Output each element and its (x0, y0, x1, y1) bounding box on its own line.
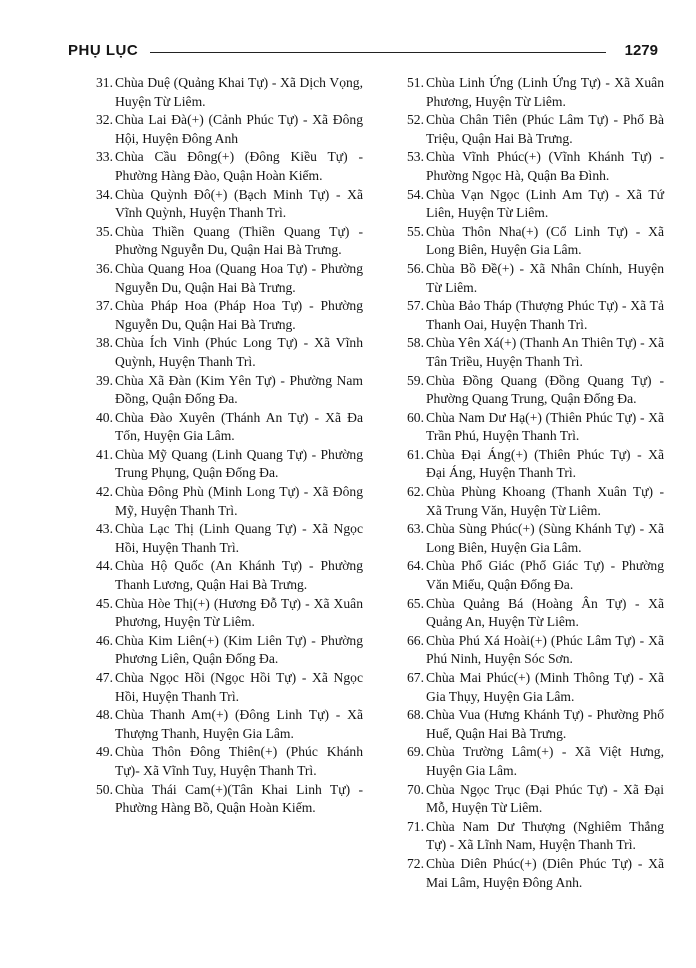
entry-text: Chùa Đông Phù (Minh Long Tự) - Xã Đông Mỹ, Huyện Thanh Trì. (115, 484, 363, 518)
list-item (73, 483, 363, 520)
entry-number: 61. (407, 446, 424, 462)
entry-text: Chùa Chân Tiên (Phúc Lâm Tự) - Phố Bà Triệu, Quận Hai Bà Trưng. (426, 112, 664, 146)
entry-text: Chùa Cầu Đông(+) (Đông Kiều Tự) - Phường Hàng Đào, Quận Hoàn Kiếm. (115, 149, 363, 183)
entry-number: 44. (96, 558, 113, 574)
entry-number: 39. (96, 372, 113, 388)
list-item (384, 595, 664, 632)
entry-text: Chùa Bảo Tháp (Thượng Phúc Tự) - Xã Tả Thanh Oai, Huyện Thanh Trì. (426, 298, 664, 332)
left-column (73, 74, 363, 818)
entry-text: Chùa Trường Lâm(+) - Xã Việt Hưng, Huyện Gia Lâm. (426, 744, 664, 778)
entry-number: 37. (96, 298, 113, 314)
list-item (384, 223, 664, 260)
running-header (68, 42, 658, 62)
entry-text: Chùa Lai Đà(+) (Cảnh Phúc Tự) - Xã Đông Hội, Huyện Đông Anh (115, 112, 363, 146)
entry-text: Chùa Sùng Phúc(+) (Sùng Khánh Tự) - Xã Long Biên, Huyện Gia Lâm. (426, 521, 664, 555)
entry-number: 63. (407, 521, 424, 537)
entry-text: Chùa Hòe Thị(+) (Hương Đỗ Tự) - Xã Xuân Phương, Huyện Từ Liêm. (115, 595, 363, 630)
list-item (384, 446, 664, 483)
section-title: PHỤ LỤC (68, 42, 139, 59)
entry-number: 52. (407, 112, 424, 128)
entry-text: Chùa Quang Hoa (Quang Hoa Tự) - Phường Nguyễn Du, Quận Hai Bà Trưng. (115, 260, 363, 295)
entry-text: Chùa Nam Dư Hạ(+) (Thiên Phúc Tự) - Xã Trần Phú, Huyện Thanh Trì. (426, 409, 664, 444)
entry-text: Chùa Lạc Thị (Linh Quang Tự) - Xã Ngọc Hồi, Huyện Thanh Trì. (115, 521, 363, 555)
list-item (73, 260, 363, 297)
entry-number: 54. (407, 186, 424, 202)
entry-text: Chùa Mỹ Quang (Linh Quang Tự) - Phường Trung Phụng, Quận Đống Đa. (115, 446, 363, 481)
entry-text: Chùa Phùng Khoang (Thanh Xuân Tự) - Xã Trung Văn, Huyện Từ Liêm. (426, 484, 664, 518)
list-item (73, 743, 363, 780)
entry-number: 66. (407, 632, 424, 648)
list-item (384, 743, 664, 780)
list-item (384, 334, 664, 371)
entry-text: Chùa Duệ (Quảng Khai Tự) - Xã Dịch Vọng, Huyện Từ Liêm. (115, 75, 363, 109)
list-item (384, 148, 664, 185)
entry-number: 55. (407, 223, 424, 239)
list-item (384, 557, 664, 594)
entry-text: Chùa Thôn Đông Thiên(+) (Phúc Khánh Tự)- Xã Vĩnh Tuy, Huyện Thanh Trì. (115, 744, 363, 778)
list-item (73, 706, 363, 743)
entry-text: Chùa Quảng Bá (Hoàng Ân Tự) - Xã Quảng An, Huyện Từ Liêm. (426, 595, 664, 630)
page-number: 1279 (624, 42, 658, 59)
entry-text: Chùa Vĩnh Phúc(+) (Vĩnh Khánh Tự) - Phường Ngọc Hà, Quận Ba Đình. (426, 149, 664, 183)
list-item (384, 74, 664, 111)
list-item (73, 595, 363, 632)
entry-number: 35. (96, 223, 113, 239)
entry-number: 64. (407, 558, 424, 574)
list-item (73, 781, 363, 818)
entry-number: 33. (96, 149, 113, 165)
entry-number: 60. (407, 409, 424, 425)
entry-text: Chùa Quỳnh Đô(+) (Bạch Minh Tự) - Xã Vĩnh Quỳnh, Huyện Thanh Trì. (115, 186, 363, 221)
entry-text: Chùa Ngọc Trục (Đại Phúc Tự) - Xã Đại Mỗ, Huyện Từ Liêm. (426, 781, 664, 816)
entry-text: Chùa Xã Đàn (Kim Yên Tự) - Phường Nam Đồng, Quận Đống Đa. (115, 372, 363, 407)
list-item (384, 855, 664, 892)
entry-number: 56. (407, 260, 424, 276)
entry-text: Chùa Yên Xá(+) (Thanh An Thiên Tự) - Xã Tân Triều, Huyện Thanh Trì. (426, 335, 664, 369)
list-item (73, 334, 363, 371)
entry-text: Chùa Vạn Ngọc (Linh Am Tự) - Xã Tứ Liên, Huyện Từ Liêm. (426, 186, 664, 221)
entry-number: 31. (96, 75, 113, 90)
entry-text: Chùa Đồng Quang (Đồng Quang Tự) - Phường Quang Trung, Quận Đống Đa. (426, 372, 664, 407)
entry-number: 67. (407, 670, 424, 685)
list-item (384, 781, 664, 818)
entry-text: Chùa Thái Cam(+)(Tân Khai Linh Tự) - Phường Hàng Bồ, Quận Hoàn Kiếm. (115, 781, 363, 816)
list-item (73, 74, 363, 111)
list-item (384, 669, 664, 706)
entry-text: Chùa Ích Vinh (Phúc Long Tự) - Xã Vĩnh Quỳnh, Huyện Thanh Trì. (115, 335, 363, 369)
list-item (384, 186, 664, 223)
list-item (73, 520, 363, 557)
entry-text: Chùa Bồ Đề(+) - Xã Nhân Chính, Huyện Từ Liêm. (426, 260, 664, 295)
list-item (384, 297, 664, 334)
entry-text: Chùa Hộ Quốc (An Khánh Tự) - Phường Thanh Lương, Quận Hai Bà Trưng. (115, 558, 363, 593)
entry-number: 62. (407, 484, 424, 500)
list-item (73, 148, 363, 185)
entry-number: 38. (96, 335, 113, 351)
entry-text: Chùa Phú Xá Hoài(+) (Phúc Lâm Tự) - Xã Phú Ninh, Huyện Sóc Sơn. (426, 632, 664, 667)
entry-number: 36. (96, 260, 113, 276)
list-item (384, 818, 664, 855)
list-item (73, 446, 363, 483)
entry-number: 42. (96, 484, 113, 500)
entry-text: Chùa Pháp Hoa (Pháp Hoa Tự) - Phường Nguyễn Du, Quận Hai Bà Trưng. (115, 298, 363, 332)
entry-number: 34. (96, 186, 113, 202)
entry-number: 48. (96, 707, 113, 723)
entry-number: 49. (96, 744, 113, 760)
right-column (384, 74, 664, 892)
list-item (384, 260, 664, 297)
entry-number: 71. (407, 818, 424, 834)
list-item (73, 186, 363, 223)
list-item (73, 297, 363, 334)
entry-number: 32. (96, 112, 113, 128)
entry-text: Chùa Thôn Nha(+) (Cổ Linh Tự) - Xã Long Biên, Huyện Gia Lâm. (426, 223, 664, 258)
entry-number: 58. (407, 335, 424, 351)
list-item (73, 669, 363, 706)
entry-number: 51. (407, 75, 424, 90)
list-item (73, 409, 363, 446)
entry-number: 70. (407, 781, 424, 797)
entry-number: 45. (96, 595, 113, 611)
entry-text: Chùa Đại Áng(+) (Thiên Phúc Tự) - Xã Đại Áng, Huyện Thanh Trì. (426, 446, 664, 481)
entry-number: 57. (407, 298, 424, 314)
entry-text: Chùa Nam Dư Thượng (Nghiêm Thắng Tự) - Xã Lĩnh Nam, Huyện Thanh Trì. (426, 818, 664, 853)
list-item (384, 632, 664, 669)
entry-number: 53. (407, 149, 424, 165)
entry-number: 65. (407, 595, 424, 611)
entry-number: 47. (96, 670, 113, 685)
entry-text: Chùa Vua (Hưng Khánh Tự) - Phường Phố Huế, Quận Hai Bà Trưng. (426, 707, 664, 741)
header-rule (150, 52, 606, 53)
entry-text: Chùa Linh Ứng (Linh Ứng Tự) - Xã Xuân Phương, Huyện Từ Liêm. (426, 75, 664, 109)
entry-number: 72. (407, 855, 424, 871)
entry-number: 68. (407, 707, 424, 723)
entry-text: Chùa Thanh Am(+) (Đông Linh Tự) - Xã Thượng Thanh, Huyện Gia Lâm. (115, 707, 363, 741)
list-item (384, 372, 664, 409)
list-item (73, 111, 363, 148)
list-item (73, 632, 363, 669)
list-item (384, 520, 664, 557)
entry-number: 43. (96, 521, 113, 537)
list-item (73, 557, 363, 594)
list-item (384, 111, 664, 148)
entry-number: 50. (96, 781, 113, 797)
list-item (73, 223, 363, 260)
entry-text: Chùa Đào Xuyên (Thánh An Tự) - Xã Đa Tốn, Huyện Gia Lâm. (115, 409, 363, 444)
entry-number: 46. (96, 632, 113, 648)
list-item (384, 483, 664, 520)
entry-text: Chùa Mai Phúc(+) (Minh Thông Tự) - Xã Gia Thụy, Huyện Gia Lâm. (426, 670, 664, 704)
entry-text: Chùa Thiền Quang (Thiền Quang Tự) - Phường Nguyễn Du, Quận Hai Bà Trưng. (115, 223, 363, 258)
entry-number: 69. (407, 744, 424, 760)
list-item (384, 706, 664, 743)
list-item (384, 409, 664, 446)
entry-number: 59. (407, 372, 424, 388)
list-item (73, 372, 363, 409)
entry-text: Chùa Diên Phúc(+) (Diên Phúc Tự) - Xã Mai Lâm, Huyện Đông Anh. (426, 855, 664, 890)
entry-number: 40. (96, 409, 113, 425)
entry-text: Chùa Ngọc Hồi (Ngọc Hồi Tự) - Xã Ngọc Hồi, Huyện Thanh Trì. (115, 670, 363, 704)
entry-text: Chùa Phổ Giác (Phổ Giác Tự) - Phường Văn Miếu, Quận Đống Đa. (426, 558, 664, 593)
entry-number: 41. (96, 446, 113, 462)
entry-text: Chùa Kim Liên(+) (Kim Liên Tự) - Phường Phương Liên, Quận Đống Đa. (115, 632, 363, 667)
